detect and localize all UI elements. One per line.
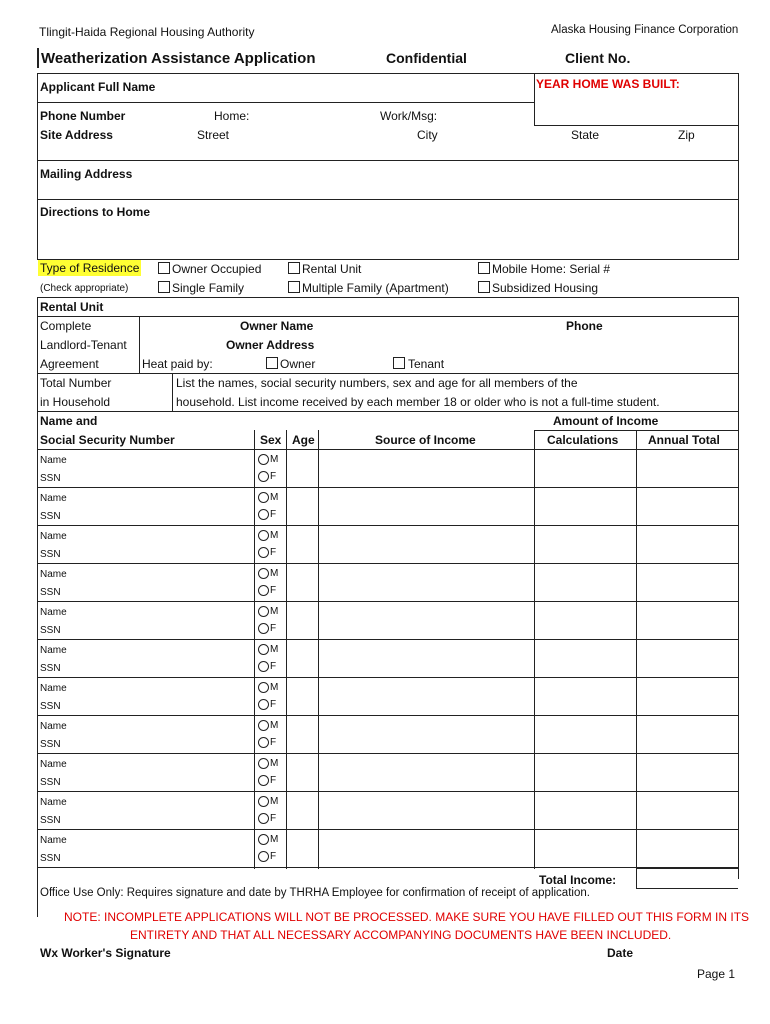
incomplete-note-line2: ENTIRETY AND THAT ALL NECESSARY ACCOMPANYING DOCUMENTS HAVE BEEN INCLUDED. (130, 928, 672, 942)
office-use-note: Office Use Only: Requires signature and date by THRHA Employee for confirmation of receipt of application. (40, 887, 590, 899)
row-name-label: Name (40, 835, 67, 846)
home-phone-label: Home: (214, 109, 250, 123)
work-phone-label: Work/Msg: (380, 109, 438, 123)
phone-label: Phone Number (40, 109, 126, 123)
owner-occupied-label: Owner Occupied (172, 262, 262, 276)
year-built-label: YEAR HOME WAS BUILT: (536, 77, 680, 91)
row-ssn-label: SSN (40, 625, 61, 636)
male-radio[interactable] (258, 606, 269, 617)
female-radio[interactable] (258, 585, 269, 596)
row-divider (37, 563, 739, 564)
row-ssn-label: SSN (40, 853, 61, 864)
heat-owner-label: Owner (280, 357, 316, 371)
row-name-label: Name (40, 721, 67, 732)
female-radio[interactable] (258, 509, 269, 520)
male-label: M (270, 758, 279, 769)
total-number-label: Total Number (40, 376, 112, 390)
name-and-header: Name and (40, 414, 98, 428)
heat-paid-label: Heat paid by: (142, 357, 213, 371)
row-divider (37, 829, 739, 830)
mailing-address-label: Mailing Address (40, 167, 133, 181)
female-radio[interactable] (258, 851, 269, 862)
male-radio[interactable] (258, 492, 269, 503)
residence-type-label: Type of Residence (40, 261, 140, 275)
female-radio[interactable] (258, 699, 269, 710)
rental-unit-heading: Rental Unit (40, 300, 104, 314)
female-label: F (270, 623, 277, 634)
row-ssn-label: SSN (40, 549, 61, 560)
mobile-home-label: Mobile Home: Serial # (492, 262, 611, 276)
age-header: Age (292, 433, 315, 447)
female-label: F (270, 699, 277, 710)
city-label: City (417, 128, 438, 142)
row-ssn-label: SSN (40, 777, 61, 788)
ssn-header: Social Security Number (40, 433, 175, 447)
single-family-label: Single Family (172, 281, 245, 295)
row-ssn-label: SSN (40, 815, 61, 826)
form-title: Weatherization Assistance Application (41, 50, 316, 67)
row-ssn-label: SSN (40, 587, 61, 598)
annual-total-header: Annual Total (648, 433, 720, 447)
org-right: Alaska Housing Finance Corporation (551, 24, 739, 36)
row-name-label: Name (40, 455, 67, 466)
male-label: M (270, 644, 279, 655)
row-name-label: Name (40, 569, 67, 580)
female-label: F (270, 471, 277, 482)
male-label: M (270, 682, 279, 693)
page-number: Page 1 (697, 967, 736, 981)
directions-label: Directions to Home (40, 205, 151, 219)
client-no-label: Client No. (565, 50, 631, 66)
male-radio[interactable] (258, 530, 269, 541)
row-name-label: Name (40, 759, 67, 770)
confidential-label: Confidential (386, 50, 467, 66)
female-label: F (270, 547, 277, 558)
agreement-label: Agreement (40, 357, 99, 371)
male-radio[interactable] (258, 682, 269, 693)
rental-unit-label: Rental Unit (302, 262, 362, 276)
female-label: F (270, 851, 277, 862)
row-ssn-label: SSN (40, 511, 61, 522)
female-label: F (270, 661, 277, 672)
female-label: F (270, 585, 277, 596)
male-label: M (270, 568, 279, 579)
female-label: F (270, 737, 277, 748)
org-left: Tlingit-Haida Regional Housing Authority (39, 25, 255, 39)
heat-owner-checkbox[interactable] (266, 357, 278, 369)
state-label: State (571, 128, 600, 142)
row-ssn-label: SSN (40, 701, 61, 712)
female-label: F (270, 775, 277, 786)
male-radio[interactable] (258, 454, 269, 465)
male-radio[interactable] (258, 758, 269, 769)
male-label: M (270, 454, 279, 465)
male-radio[interactable] (258, 796, 269, 807)
zip-label: Zip (678, 128, 695, 142)
landlord-tenant-label: Landlord-Tenant (40, 338, 127, 352)
site-address-label: Site Address (40, 128, 113, 142)
complete-label: Complete (40, 319, 92, 333)
female-radio[interactable] (258, 471, 269, 482)
row-divider (37, 867, 739, 868)
multiple-family-checkbox[interactable] (288, 281, 300, 293)
incomplete-note-line1: NOTE: INCOMPLETE APPLICATIONS WILL NOT BE PROCESSED. MAKE SURE YOU HAVE FILLED OUT THIS FORM IN ITS (64, 910, 750, 924)
female-radio[interactable] (258, 547, 269, 558)
owner-name-label: Owner Name (240, 319, 314, 333)
male-label: M (270, 834, 279, 845)
female-radio[interactable] (258, 813, 269, 824)
household-instruction-2: household. List income received by each member 18 or older who is not a full-time student. (176, 395, 660, 409)
female-radio[interactable] (258, 623, 269, 634)
row-divider (37, 753, 739, 754)
male-radio[interactable] (258, 644, 269, 655)
male-radio[interactable] (258, 834, 269, 845)
female-radio[interactable] (258, 775, 269, 786)
check-appropriate-note: (Check appropriate) (40, 283, 129, 294)
subsidized-housing-checkbox[interactable] (478, 281, 490, 293)
female-label: F (270, 509, 277, 520)
calculations-header: Calculations (547, 433, 619, 447)
male-label: M (270, 606, 279, 617)
heat-tenant-label: Tenant (408, 357, 445, 371)
total-income-label: Total Income: (539, 873, 617, 887)
row-name-label: Name (40, 607, 67, 618)
male-radio[interactable] (258, 720, 269, 731)
owner-phone-label: Phone (566, 319, 603, 333)
row-name-label: Name (40, 531, 67, 542)
female-radio[interactable] (258, 661, 269, 672)
sex-header: Sex (260, 433, 282, 447)
row-ssn-label: SSN (40, 663, 61, 674)
worker-signature-label: Wx Worker's Signature (40, 946, 171, 960)
male-radio[interactable] (258, 568, 269, 579)
in-household-label: in Household (40, 395, 111, 409)
form-border-top (37, 73, 739, 74)
row-divider (37, 487, 739, 488)
rental-unit-checkbox[interactable] (288, 262, 300, 274)
row-ssn-label: SSN (40, 739, 61, 750)
male-label: M (270, 530, 279, 541)
multiple-family-label: Multiple Family (Apartment) (302, 281, 449, 295)
household-instruction-1: List the names, social security numbers, sex and age for all members of the (176, 376, 578, 390)
owner-occupied-checkbox[interactable] (158, 262, 170, 274)
applicant-name-label: Applicant Full Name (40, 80, 156, 94)
date-label: Date (607, 946, 634, 960)
row-divider (37, 639, 739, 640)
row-divider (37, 791, 739, 792)
owner-address-label: Owner Address (226, 338, 315, 352)
amount-of-income-header: Amount of Income (553, 414, 659, 428)
male-label: M (270, 720, 279, 731)
subsidized-housing-label: Subsidized Housing (492, 281, 599, 295)
row-name-label: Name (40, 645, 67, 656)
street-label: Street (197, 128, 230, 142)
row-name-label: Name (40, 493, 67, 504)
male-label: M (270, 492, 279, 503)
row-name-label: Name (40, 683, 67, 694)
row-divider (37, 715, 739, 716)
female-radio[interactable] (258, 737, 269, 748)
row-ssn-label: SSN (40, 473, 61, 484)
row-divider (37, 601, 739, 602)
male-label: M (270, 796, 279, 807)
row-divider (37, 525, 739, 526)
heat-tenant-checkbox[interactable] (393, 357, 405, 369)
row-divider (37, 677, 739, 678)
source-of-income-header: Source of Income (375, 433, 476, 447)
single-family-checkbox[interactable] (158, 281, 170, 293)
row-name-label: Name (40, 797, 67, 808)
female-label: F (270, 813, 277, 824)
mobile-home-checkbox[interactable] (478, 262, 490, 274)
